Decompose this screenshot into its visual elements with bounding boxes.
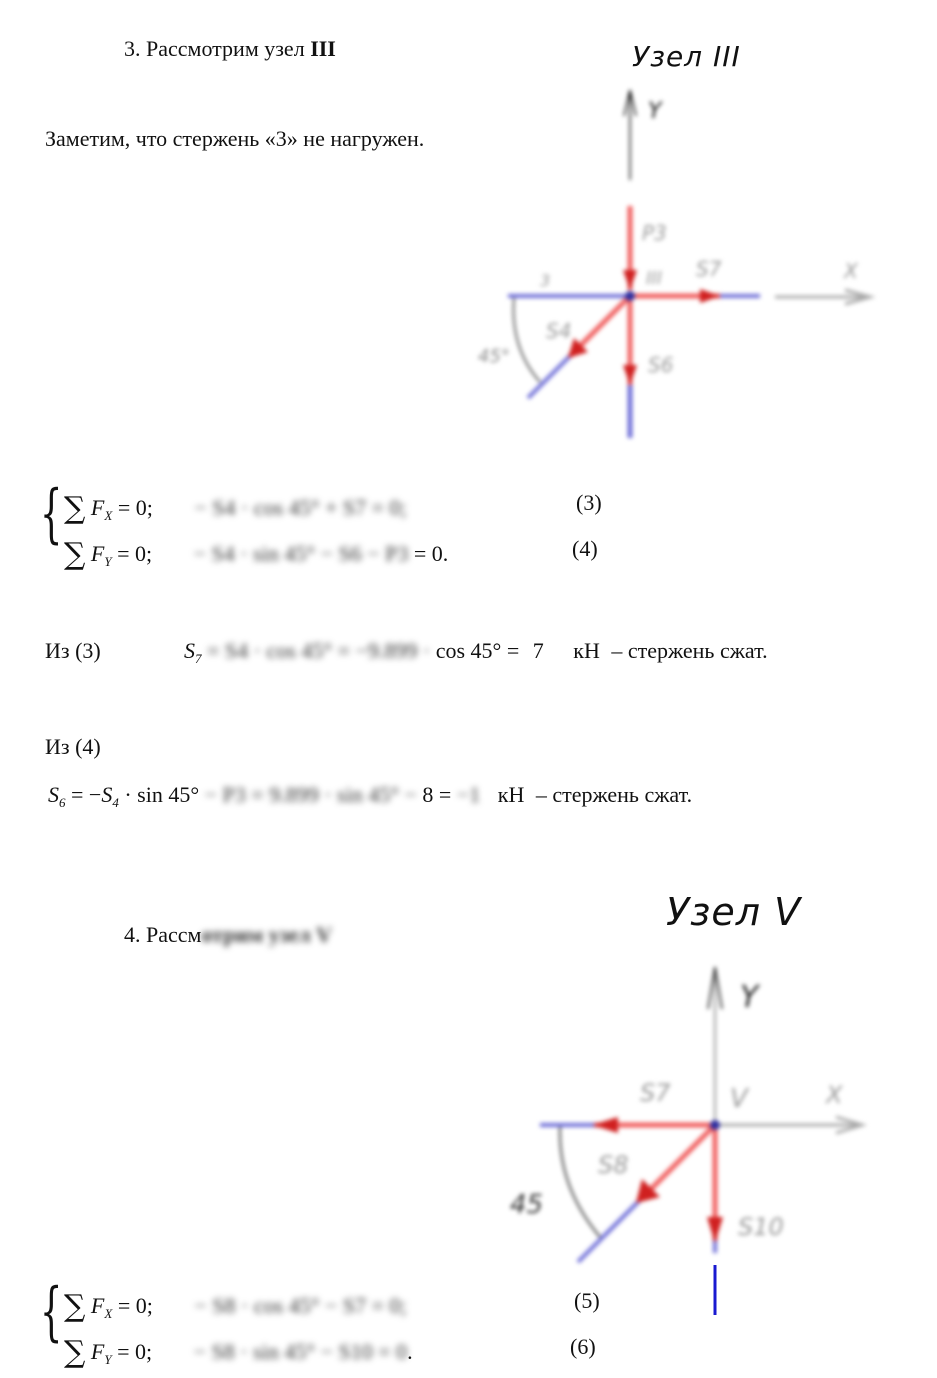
system-1-eq-1: ∑ $F_X = 0$; − S4 · cos 45° + S7 = 0; — [64, 491, 407, 526]
unloaded-rod-note: Заметим, что стержень «3» не нагружен. — [45, 126, 425, 151]
diagram-5-title: Узел V — [666, 890, 802, 934]
force-s7-5-arrow — [592, 1117, 618, 1133]
node-number: III — [310, 36, 336, 61]
equation-number-4: (4) — [572, 536, 598, 561]
force-p3-arrow — [623, 270, 637, 290]
system-1-eq-2: ∑ $F_Y = 0$; − S4 · sin 45° − S6 − P3 = 0. — [64, 537, 449, 572]
system-1-brace: { — [40, 477, 63, 551]
equation-number-5: (5) — [574, 1288, 600, 1313]
force-label-s6: S6 — [648, 353, 674, 377]
force-label-p3: P3 — [642, 221, 667, 245]
angle-3-label: 45° — [478, 346, 510, 367]
system-2-eq-1: ∑ $F_X = 0$; − S8 · cos 45° − S7 = 0; — [64, 1289, 407, 1324]
from-eq-3-label: Из (3) — [45, 638, 101, 663]
node-5-label: V — [730, 1084, 748, 1114]
node-3-label: III — [646, 268, 662, 289]
system-2-brace: { — [40, 1275, 63, 1349]
force-label-s4: S4 — [546, 319, 572, 343]
s6-result: $S_6 = -S_4 \cdot \sin 45^\circ - P3 = 9.899 \cdot \sin 45^\circ - 8 = -1$ кН – стержень сжат. — [48, 782, 693, 810]
force-s7-arrow — [700, 289, 720, 303]
node-5-point — [710, 1120, 720, 1130]
angle-5-label: 45 — [510, 1190, 544, 1220]
node-3-point — [625, 291, 635, 301]
section-4-heading: 4. Рассмотрим узел V — [124, 922, 332, 947]
force-label-s7: S7 — [696, 257, 722, 281]
force-label-s10: S10 — [738, 1213, 784, 1241]
force-s10-arrow — [707, 1217, 723, 1243]
y-axis-5-label: Y — [740, 980, 759, 1015]
angle-arc-3 — [514, 298, 540, 382]
x-axis-5-label: X — [826, 1081, 843, 1109]
force-label-s8: S8 — [598, 1151, 629, 1179]
equation-number-3: (3) — [576, 490, 602, 515]
rod-label-3: 3 — [540, 271, 551, 290]
section-3-heading-text: 3. Рассмотрим узел — [124, 36, 311, 61]
section-3-heading — [124, 36, 336, 62]
system-2-eq-2: ∑ $F_Y = 0$; − S8 · sin 45° − S10 = 0. — [64, 1335, 413, 1370]
node-5-diagram — [500, 955, 880, 1325]
force-label-s7-5: S7 — [640, 1079, 671, 1107]
angle-arc-5 — [560, 1127, 600, 1237]
force-s6-arrow — [623, 365, 637, 385]
from-eq-4-label: Из (4) — [45, 734, 101, 759]
y-axis-3-label: Y — [648, 99, 662, 124]
node-3-diagram — [470, 80, 890, 450]
equation-number-6: (6) — [570, 1334, 596, 1359]
x-axis-3-label: X — [844, 259, 858, 283]
diagram-3-title: Узел III — [632, 40, 741, 73]
s7-result: $S_7 = S4 \cdot \cos 45^\circ = -9.899 \cdot \cos 45^\circ = 7$ кН – стержень сжат. — [184, 638, 768, 666]
